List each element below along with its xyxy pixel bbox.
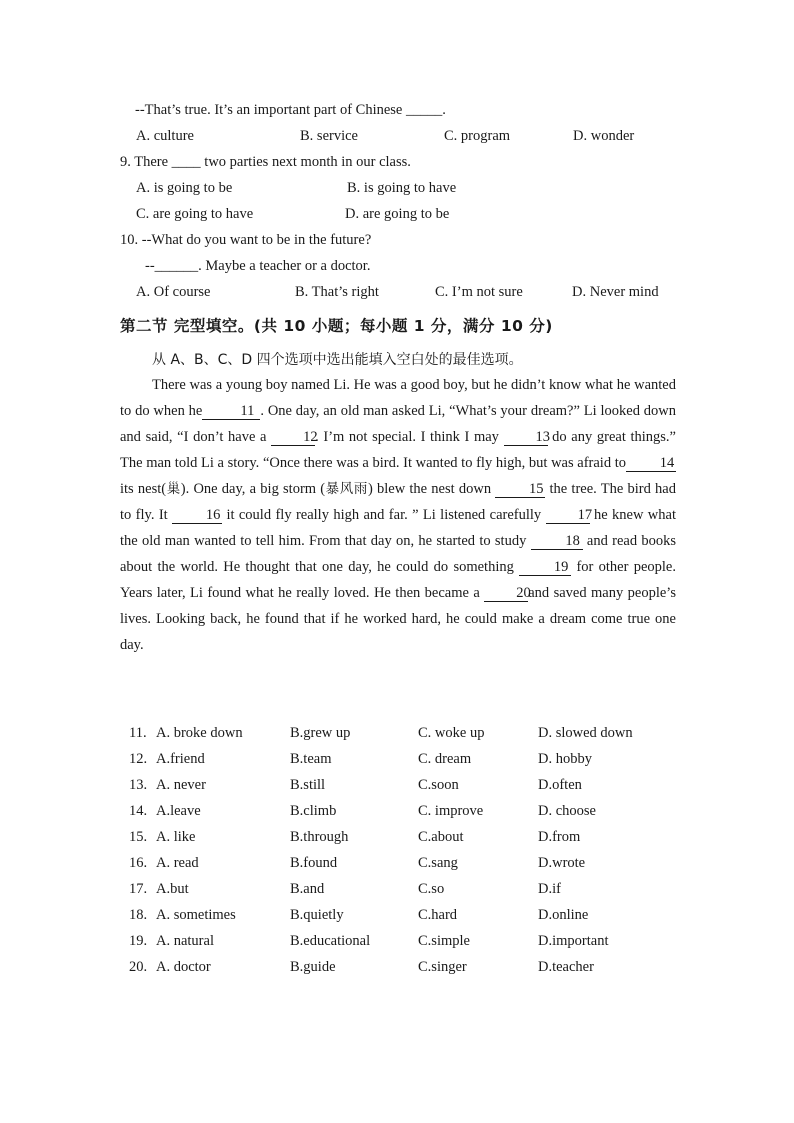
cloze-passage: There was a young boy named Li. He was a good boy, but he didn’t know what he wanted to do when he 11 . One day, an old man asked Li, “What’s your dream?” Li looked down and said, “I don’t have a 12. I’m not special. I think I may 13 do any great things.” The man told Li a story. “Once there was a bird. It wanted to fly high, but was afraid to 14 its nest(巢). One day, a big storm (暴风雨) blew the nest down 15 the tree. The bird had to fly. It 16 it could fly really high and far. ” Li listened carefully 17 he knew what the old man wanted to tell him. From that day on, he started to study 18 and read books about the world. He thought that one day, he could do something 19 for other people. Years later, Li found what he really loved. He then became a 20and saved many people’s lives. Looking back, he found that if he worked hard, he could make a dream come true one day. bbox=[120, 377, 676, 653]
q9-option-a: A. is going to be bbox=[136, 180, 233, 196]
choice-c: C.simple bbox=[418, 933, 470, 949]
exam-page: --That’s true. It’s an important part of Chinese _____. A. culture B. service C. program D. wonder 9. There ____ two parties next month in our class. A. is going to be B. is going to have C. are going to have D. are going to be 10. --What do you want to be in the future? --______. Maybe a teacher or a doctor. A. Of course B. That’s right C. I’m not sure D. Never mind 第二节 完型填空。(共 10 小题；每小题 1 分，满分 10 分) 从 A、B、C、D 四个选项中选出能填入空白处的最佳选项。 There was a young boy named Li. He was a good boy, but he didn’t know what he wanted to do when he 11 . One day, an old man asked Li, “What’s your dream?” Li looked down and said, “I don’t have a 12. I’m not special. I think I may 13 do any great things.” The man told Li a story. “Once there was a bird. It wanted to fly high, but was afraid to 14 its nest(巢). One day, a big storm (暴风雨) blew the nest down 15 the tree. The bird had to fly. It 16 it could fly really high and far. ” Li listened carefully 17 he knew what the old man wanted to tell him. From that day on, he started to study 18 and read books about the world. He thought that one day, he could do something 19 for other people. Years later, Li found what he really loved. He then became a 20and saved many people’s lives. Looking back, he found that if he worked hard, he could make a dream come true one day. 11. A. broke down B.grew up C. woke up D. slowed down 12. A.friend B.team C. dream D. hobby 13. A. never B.still C.soon D.often 14. A.leave B.climb C. improve D. choose 15. A. like B.through C.about D.from 16. A. read B.found C.sang D.wrote 17. A.but B.and C.so D.if 18. A. sometimes B.quietly C.hard D.online 19. A. natural B.educational C.simple D.important 20. A. doctor B.guide C.singer D.teacher bbox=[120, 102, 676, 975]
choice-d: D.wrote bbox=[538, 855, 586, 871]
q8-option-d: D. wonder bbox=[573, 128, 635, 144]
choice-b: B.and bbox=[290, 881, 325, 897]
choice-a: A. natural bbox=[156, 933, 214, 949]
cjk-storm: 暴风雨 bbox=[325, 481, 368, 497]
blank-17: 17 bbox=[546, 507, 590, 524]
choice-d: D.teacher bbox=[538, 959, 594, 975]
choice-a: A. like bbox=[156, 829, 196, 845]
q10-stem: 10. --What do you want to be in the future? bbox=[120, 232, 372, 248]
blank-13: 13 bbox=[504, 429, 548, 446]
choice-b: B.grew up bbox=[290, 725, 351, 741]
choice-b: B.climb bbox=[290, 803, 337, 819]
choice-c: C.so bbox=[418, 881, 445, 897]
q10-response: --______. Maybe a teacher or a doctor. bbox=[145, 258, 371, 274]
q10-option-c: C. I’m not sure bbox=[435, 284, 523, 300]
q8-option-c: C. program bbox=[444, 128, 511, 144]
blank-12: 12 bbox=[271, 429, 315, 446]
choice-d: D.online bbox=[538, 907, 589, 923]
choice-a: A. read bbox=[156, 855, 199, 871]
blank-11: 11 bbox=[202, 403, 260, 420]
choice-d: D.important bbox=[538, 933, 609, 949]
choice-c: C.about bbox=[418, 829, 464, 845]
choice-a: A. broke down bbox=[156, 725, 243, 741]
choice-a: A. sometimes bbox=[156, 907, 236, 923]
q10-option-b: B. That’s right bbox=[295, 284, 379, 300]
q9-option-c: C. are going to have bbox=[136, 206, 254, 222]
q10-option-d: D. Never mind bbox=[572, 284, 659, 300]
choice-b: B.educational bbox=[290, 933, 371, 949]
choice-b: B.guide bbox=[290, 959, 336, 975]
section2-title: 第二节 完型填空。(共 10 小题；每小题 1 分，满分 10 分) bbox=[120, 317, 553, 335]
choice-b: B.found bbox=[290, 855, 338, 871]
choice-a: A.but bbox=[156, 881, 189, 897]
choice-b: B.still bbox=[290, 777, 326, 793]
q9-stem: 9. There ____ two parties next month in our class. bbox=[120, 154, 411, 170]
q10-option-a: A. Of course bbox=[136, 284, 211, 300]
q8-response: --That’s true. It’s an important part of Chinese _____. bbox=[135, 102, 446, 118]
blank-15: 15 bbox=[495, 481, 545, 498]
blank-19: 19 bbox=[519, 559, 571, 576]
choice-c: C. improve bbox=[418, 803, 484, 819]
blank-18: 18 bbox=[531, 533, 583, 550]
choice-c: C.sang bbox=[418, 855, 458, 871]
choice-a: A. doctor bbox=[156, 959, 211, 975]
q8-option-a: A. culture bbox=[136, 128, 194, 144]
choice-b: B.through bbox=[290, 829, 349, 845]
choice-b: B.team bbox=[290, 751, 332, 767]
blank-20: 20 bbox=[484, 585, 528, 602]
choice-a: A.friend bbox=[156, 751, 205, 767]
choice-d: D.if bbox=[538, 881, 561, 897]
choice-a: A. never bbox=[156, 777, 206, 793]
choice-d: D. choose bbox=[538, 803, 596, 819]
choice-d: D. slowed down bbox=[538, 725, 633, 741]
cjk-nest: 巢 bbox=[166, 481, 181, 497]
q8-option-b: B. service bbox=[300, 128, 358, 144]
q9-option-b: B. is going to have bbox=[347, 180, 457, 196]
choice-c: C.hard bbox=[418, 907, 458, 923]
choice-c: C. dream bbox=[418, 751, 472, 767]
choice-c: C.singer bbox=[418, 959, 467, 975]
choice-d: D. hobby bbox=[538, 751, 592, 767]
section2-instruction: 从 A、B、C、D 四个选项中选出能填入空白处的最佳选项。 bbox=[152, 352, 523, 368]
q9-option-d: D. are going to be bbox=[345, 206, 450, 222]
choice-d: D.often bbox=[538, 777, 582, 793]
blank-14: 14 bbox=[626, 455, 676, 472]
choice-c: C.soon bbox=[418, 777, 459, 793]
blank-16: 16 bbox=[172, 507, 222, 524]
choice-d: D.from bbox=[538, 829, 581, 845]
choice-c: C. woke up bbox=[418, 725, 485, 741]
choice-a: A.leave bbox=[156, 803, 201, 819]
choice-b: B.quietly bbox=[290, 907, 344, 923]
